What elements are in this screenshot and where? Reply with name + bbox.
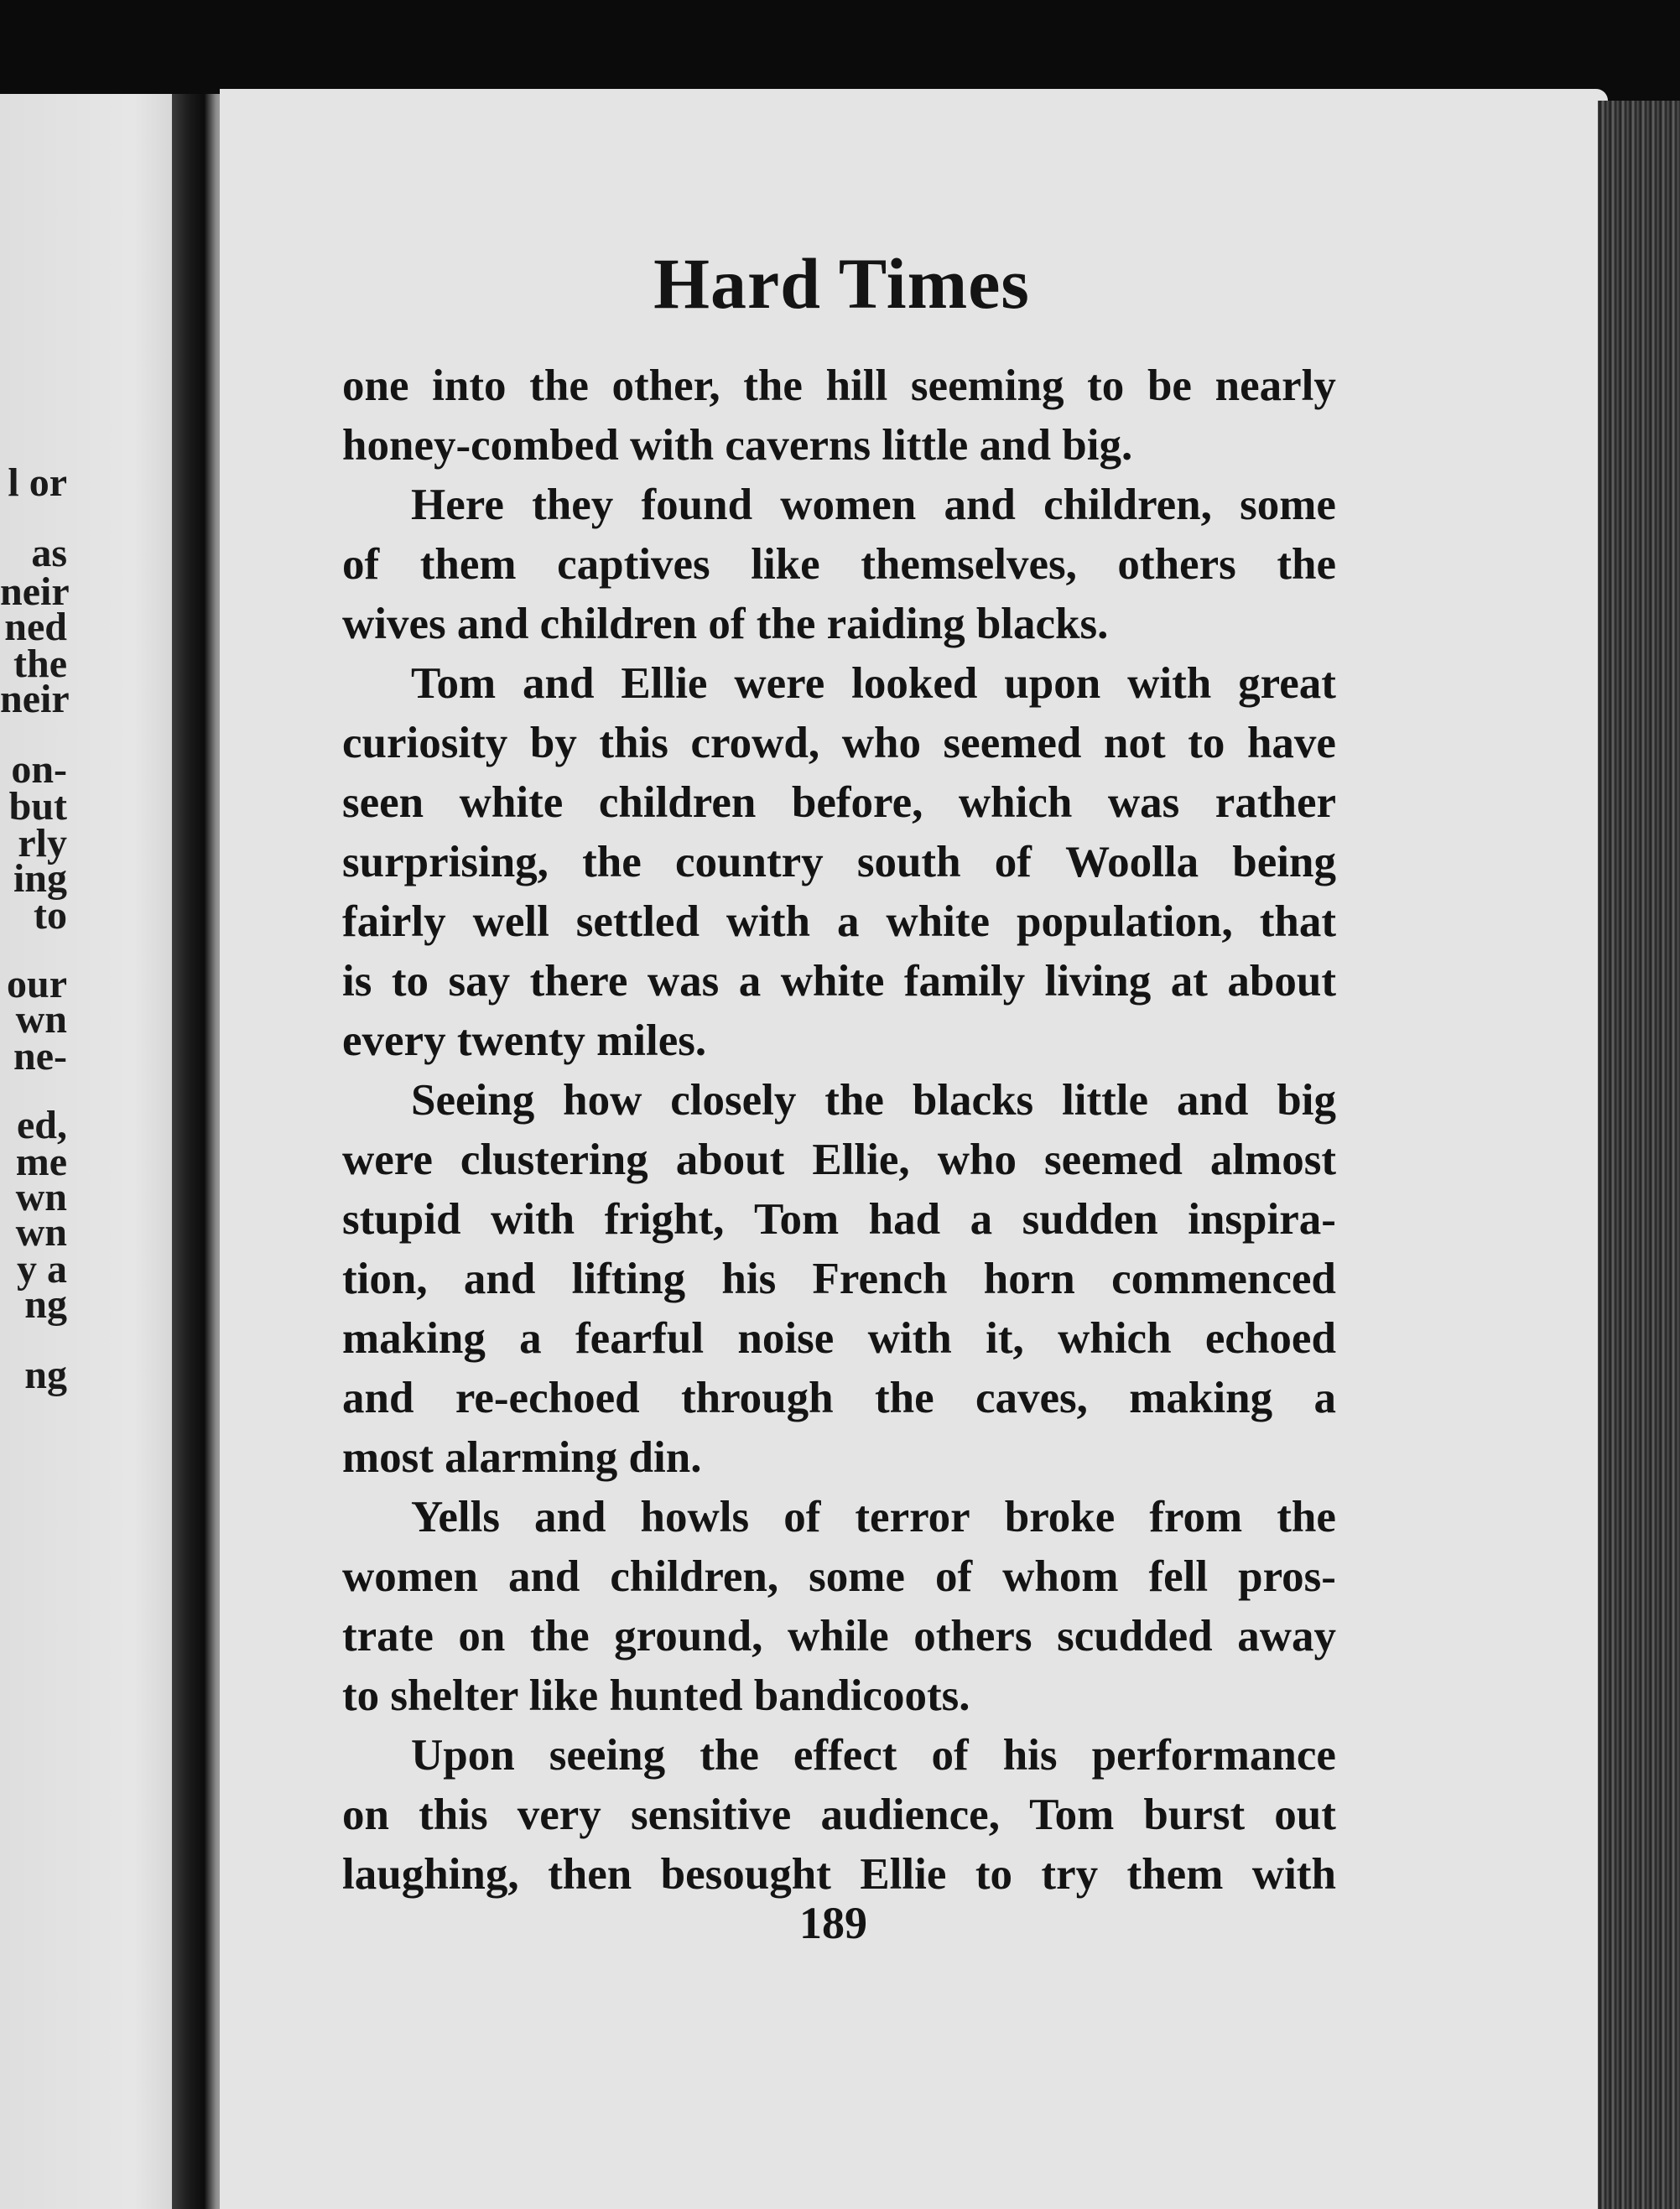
text-line: wives and children of the raiding blacks. [342,600,1109,648]
left-page-fragment: as [31,531,67,575]
left-page-fragment: ng [24,1353,67,1397]
text-line: making a fearful noise with it, which echoed [342,1314,1336,1363]
left-page-fragment: l or [8,460,67,505]
left-page-fragment: wn [15,997,67,1042]
body-text [342,356,1336,1905]
text-line: women and children, some of whom fell pros- [342,1552,1336,1601]
text-line: Tom and Ellie were looked upon with great [411,659,1336,708]
text-line: one into the other, the hill seeming to be nearly [342,361,1336,410]
text-line: trate on the ground, while others scudded away [342,1612,1336,1661]
left-page-fragment: to [34,893,67,938]
left-page-fragment: wn [15,1175,67,1219]
left-page-fragment: me [15,1140,67,1184]
text-line: tion, and lifting his French horn commenced [342,1255,1336,1303]
text-line: of them captives like themselves, others the [342,540,1336,589]
text-line: surprising, the country south of Woolla being [342,838,1336,886]
left-page-fragment: on- [11,747,67,792]
text-line: were clustering about Ellie, who seemed almost [342,1136,1336,1184]
left-page-fragment: but [8,784,67,829]
text-line: and re-echoed through the caves, making a [342,1374,1336,1422]
text-line: Upon seeing the effect of his performance [411,1731,1336,1780]
text-line: every twenty miles. [342,1016,707,1065]
left-page-fragment: ned [4,605,67,649]
left-page-fragment: ing [13,856,67,901]
left-page-fragment: wn [15,1210,67,1255]
text-line: Seeing how closely the blacks little and big [411,1076,1336,1125]
left-page-fragment: the [13,642,67,686]
left-page-fragment: neir [0,569,70,614]
left-page-fragment: ne- [13,1034,67,1079]
text-line: Here they found women and children, some [411,481,1336,529]
page-edge [1598,101,1680,2209]
text-line: is to say there was a white family living at about [342,957,1336,1006]
text-line: seen white children before, which was rather [342,778,1336,827]
text-line: to shelter like hunted bandicoots. [342,1671,970,1720]
left-page-fragment: neir [0,677,70,721]
text-line: stupid with fright, Tom had a sudden inspira- [342,1195,1336,1244]
left-page-fragment: y a [17,1247,67,1292]
text-line: laughing, then besought Ellie to try them with [342,1850,1336,1899]
left-page-fragment: our [7,962,67,1006]
left-page-fragment: rly [18,821,67,865]
text-line: fairly well settled with a white population, that [342,897,1336,946]
text-line: honey-combed with caverns little and big. [342,421,1133,470]
text-line: on this very sensitive audience, Tom burst out [342,1791,1336,1839]
running-head-title: Hard Times [653,243,1030,324]
left-page-fragment: ed, [17,1103,67,1147]
text-line: Yells and howls of terror broke from the [411,1493,1336,1541]
text-line: curiosity by this crowd, who seemed not to have [342,719,1336,767]
page-number [0,1897,1680,1949]
page-number-text: 189 [799,1898,867,1948]
running-head [0,242,1680,325]
left-facing-page [0,94,191,2209]
text-line: most alarming din. [342,1433,702,1482]
left-page-fragment: ng [24,1282,67,1327]
